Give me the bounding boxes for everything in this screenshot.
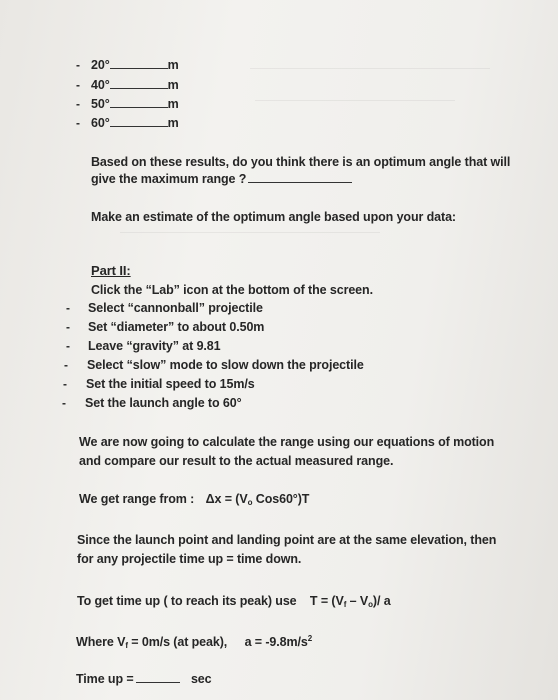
same-elevation-line2: for any projectile time up = time down. [77, 552, 302, 566]
bullet-dash: - [66, 339, 70, 353]
answer-blank[interactable] [110, 116, 168, 127]
timeup-formula-row [77, 594, 391, 609]
show-through-line [120, 232, 380, 233]
question-optimum-line1: Based on these results, do you think there is an optimum angle that will [91, 155, 511, 169]
answer-blank[interactable] [248, 172, 352, 183]
formula-subscript: f [125, 641, 128, 650]
formula-superscript: 2 [307, 634, 313, 643]
timeup-formula [310, 594, 391, 608]
formula-text: Where V [76, 635, 126, 649]
formula-text: Cos60°)T [252, 492, 310, 506]
bullet-dash: - [64, 358, 68, 372]
calc-intro-line2: and compare our result to the actual measured range. [79, 454, 394, 468]
range-formula-row [79, 492, 309, 507]
bullet-dash: - [62, 396, 66, 410]
answer-blank[interactable] [110, 58, 168, 69]
answer-label: Time up = [76, 672, 134, 686]
same-elevation-line1: Since the launch point and landing point are at the same elevation, then [77, 533, 497, 547]
bullet-dash: - [63, 377, 67, 391]
question-text: give the maximum range ? [91, 172, 247, 186]
unit-label: m [167, 97, 179, 111]
angle-row [91, 78, 179, 92]
formula-text: T = (V [309, 594, 344, 608]
gravity-value [245, 635, 313, 649]
where-row [76, 634, 312, 650]
bullet-dash: - [76, 97, 80, 111]
angle-label: 40° [91, 78, 110, 92]
formula-subscript: f [343, 600, 347, 609]
range-formula [206, 492, 310, 506]
timeup-label: To get time up ( to reach its peak) use [77, 594, 297, 608]
step-item: Select “slow” mode to slow down the projectile [87, 358, 364, 372]
angle-label: 60° [91, 116, 110, 130]
angle-label: 20° [91, 58, 110, 72]
angle-label: 50° [91, 97, 110, 111]
formula-subscript: o [368, 600, 373, 609]
formula-subscript: o [247, 498, 253, 507]
unit-label: m [167, 78, 179, 92]
step-item: Set the initial speed to 15m/s [86, 377, 255, 391]
unit-label: m [167, 116, 179, 130]
question-estimate: Make an estimate of the optimum angle based upon your data: [91, 210, 456, 224]
bullet-dash: - [76, 58, 80, 72]
show-through-line [255, 100, 455, 101]
show-through-line [250, 68, 490, 69]
timeup-answer-row [76, 672, 212, 686]
formula-text: – V [346, 594, 369, 608]
bullet-dash: - [76, 78, 80, 92]
formula-text: )/ a [372, 594, 391, 608]
angle-row [91, 97, 179, 111]
bullet-dash: - [66, 301, 70, 315]
unit-label: m [167, 58, 179, 72]
answer-blank[interactable] [110, 78, 168, 89]
formula-text: = 0m/s (at peak), [127, 635, 228, 649]
part2-intro: Click the “Lab” icon at the bottom of the screen. [91, 283, 373, 297]
calc-intro-line1: We are now going to calculate the range using our equations of motion [79, 435, 495, 449]
bullet-dash: - [76, 116, 80, 130]
step-item: Leave “gravity” at 9.81 [88, 339, 221, 353]
bullet-dash: - [66, 320, 70, 334]
part2-heading: Part II: [91, 263, 131, 278]
question-optimum-line2 [91, 172, 352, 186]
answer-blank[interactable] [110, 97, 168, 108]
formula-text: a = -9.8m/s [244, 635, 308, 649]
step-item: Set “diameter” to about 0.50m [88, 320, 265, 334]
angle-row [91, 58, 179, 72]
answer-blank[interactable] [136, 672, 180, 683]
step-item: Select “cannonball” projectile [88, 301, 263, 315]
step-item: Set the launch angle to 60° [85, 396, 242, 410]
angle-row [91, 116, 179, 130]
unit-label: sec [190, 672, 212, 686]
formula-text: Δx = (V [205, 492, 248, 506]
range-label: We get range from : [79, 492, 195, 506]
